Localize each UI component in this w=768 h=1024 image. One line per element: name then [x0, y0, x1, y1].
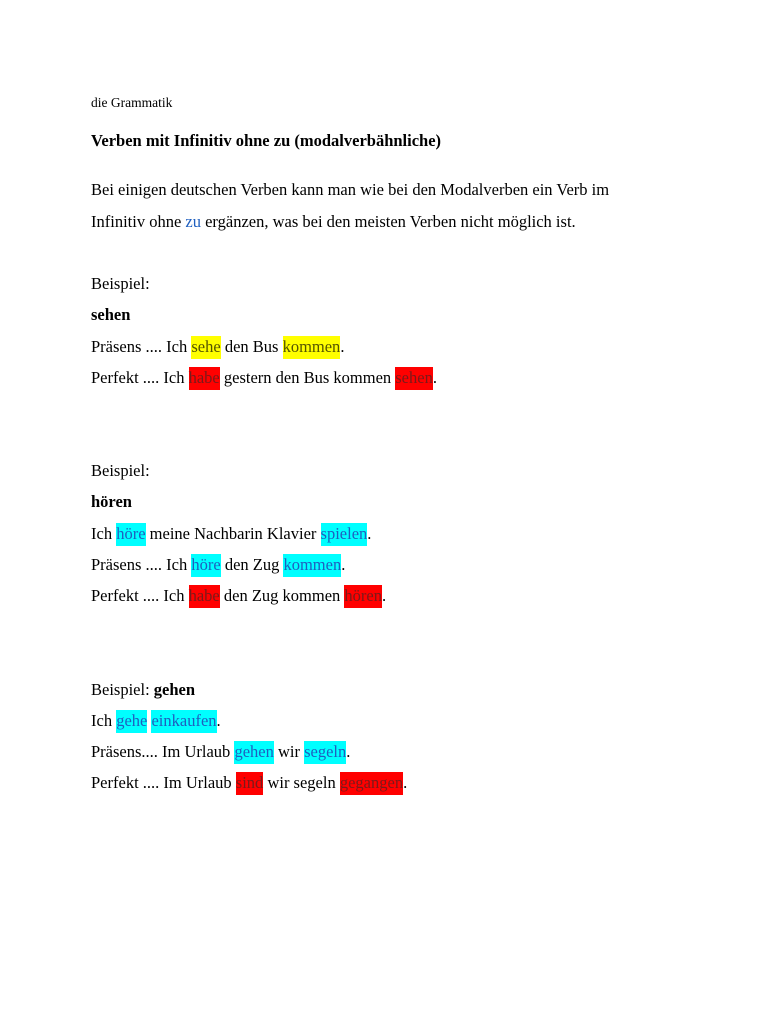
sentence-punctuation: .: [346, 742, 351, 761]
highlighted-infinitive: kommen: [283, 336, 341, 359]
highlighted-infinitive: kommen: [283, 554, 341, 577]
intro-text-after: ergänzen, was bei den meisten Verben nicht möglich ist.: [200, 212, 576, 231]
sentence-text: wir segeln: [263, 773, 340, 792]
sentence-text: den Bus: [220, 337, 283, 356]
intro-line-2: [91, 212, 576, 232]
sentence-punctuation: .: [432, 368, 437, 387]
sentence-text: Perfekt .... Ich: [91, 586, 189, 605]
highlighted-infinitive: sehen: [395, 367, 433, 390]
highlighted-auxiliary: sind: [236, 772, 264, 795]
intro-text-before: Infinitiv ohne: [91, 212, 186, 231]
sentence-punctuation: .: [216, 711, 221, 730]
sentence-text: wir: [273, 742, 305, 761]
example-line: [91, 337, 344, 357]
highlighted-verb: höre: [116, 523, 145, 546]
beispiel-label-hoeren: Beispiel:: [91, 461, 150, 480]
highlighted-infinitive: segeln: [304, 741, 346, 764]
example-line: [91, 524, 371, 544]
sentence-text: Ich: [91, 711, 117, 730]
sentence-text: Perfekt .... Im Urlaub: [91, 773, 236, 792]
sentence-text: den Zug: [220, 555, 284, 574]
sentence-punctuation: .: [403, 773, 408, 792]
highlighted-infinitive: einkaufen: [151, 710, 216, 733]
beispiel-label-gehen: [91, 680, 195, 700]
highlighted-infinitive: hören: [344, 585, 382, 608]
document-header-label: die Grammatik: [91, 95, 173, 110]
highlighted-auxiliary: habe: [189, 367, 220, 390]
sentence-text: Perfekt .... Ich: [91, 368, 189, 387]
sentence-text: Präsens .... Ich: [91, 555, 192, 574]
highlighted-verb: sehe: [191, 336, 220, 359]
sentence-text: den Zug kommen: [219, 586, 345, 605]
sentence-punctuation: .: [381, 586, 387, 605]
example-line: [91, 555, 345, 575]
verb-heading-gehen: gehen: [153, 680, 196, 699]
sentence-text: Ich: [91, 524, 117, 543]
verb-heading-sehen: sehen: [91, 305, 131, 324]
sentence-text: Präsens .... Ich: [91, 337, 192, 356]
intro-zu-word: zu: [185, 212, 201, 231]
example-line: [91, 368, 437, 388]
sentence-punctuation: .: [341, 555, 346, 574]
highlighted-auxiliary: habe: [189, 585, 220, 608]
example-line: [91, 773, 407, 793]
beispiel-label: Beispiel:: [91, 680, 154, 699]
sentence-text: gestern den Bus kommen: [219, 368, 396, 387]
highlighted-infinitive: spielen: [321, 523, 368, 546]
highlighted-verb: gehe: [116, 710, 147, 733]
highlighted-participle: gegangen: [340, 772, 403, 795]
highlighted-verb: höre: [191, 554, 220, 577]
highlighted-verb: gehen: [234, 741, 273, 764]
sentence-punctuation: .: [340, 337, 345, 356]
beispiel-label-sehen: Beispiel:: [91, 274, 150, 293]
intro-line-1: Bei einigen deutschen Verben kann man wie bei den Modalverben ein Verb im: [91, 180, 610, 199]
example-line: [91, 711, 221, 731]
verb-heading-hoeren: hören: [91, 492, 132, 511]
example-line: [91, 742, 350, 762]
example-line: [91, 586, 386, 606]
sentence-punctuation: .: [367, 524, 372, 543]
sentence-text: Präsens.... Im Urlaub: [91, 742, 235, 761]
sentence-text: meine Nachbarin Klavier: [145, 524, 321, 543]
document-title: Verben mit Infinitiv ohne zu (modalverbähnliche): [91, 131, 442, 150]
